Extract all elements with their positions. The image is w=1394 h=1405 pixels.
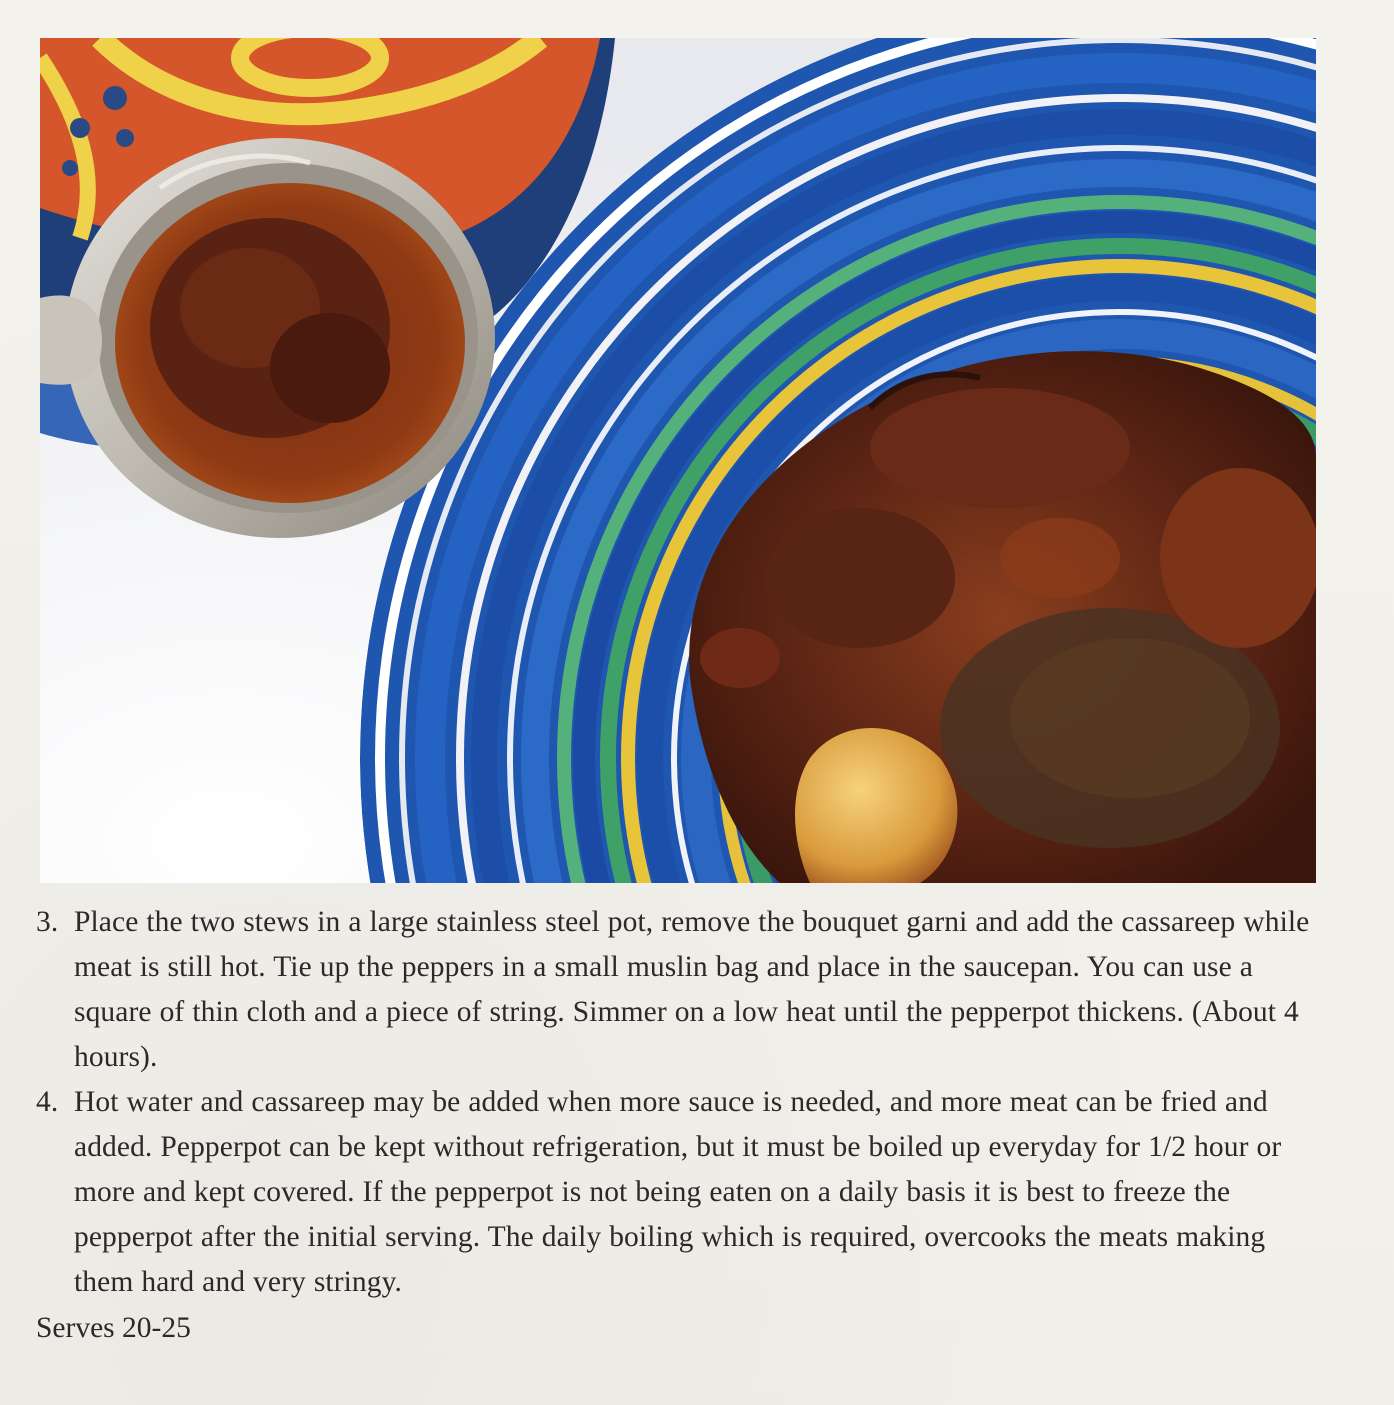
recipe-step — [36, 900, 1321, 1080]
step-text: Hot water and cassareep may be added when more sauce is needed, and more meat can be fried and added. Pepperpot can be kept without refrigeration, but it must be boiled up everyday for 1/2 hour or more and kept covered. If the pepperpot is not being eaten on a daily basis it is best to freeze the pepperpot after the initial serving. The daily boiling which is required, overcooks the meats making them hard and very stringy. — [74, 1086, 1282, 1298]
recipe-photo — [40, 38, 1316, 883]
recipe-steps — [36, 900, 1321, 1305]
step-text: Place the two stews in a large stainless steel pot, remove the bouquet garni and add the cassareep while meat is still hot. Tie up the peppers in a small muslin bag and place in the saucepan. You can use a square of thin cloth and a piece of string. Simmer on a low heat until the pepperpot thickens. (About 4 hours). — [74, 906, 1310, 1073]
step-number: 3. — [36, 906, 59, 938]
recipe-step — [36, 1080, 1321, 1305]
step-number: 4. — [36, 1086, 59, 1118]
pepperpot-photo-illustration — [40, 38, 1316, 883]
servings: Serves 20-25 — [36, 1312, 191, 1344]
